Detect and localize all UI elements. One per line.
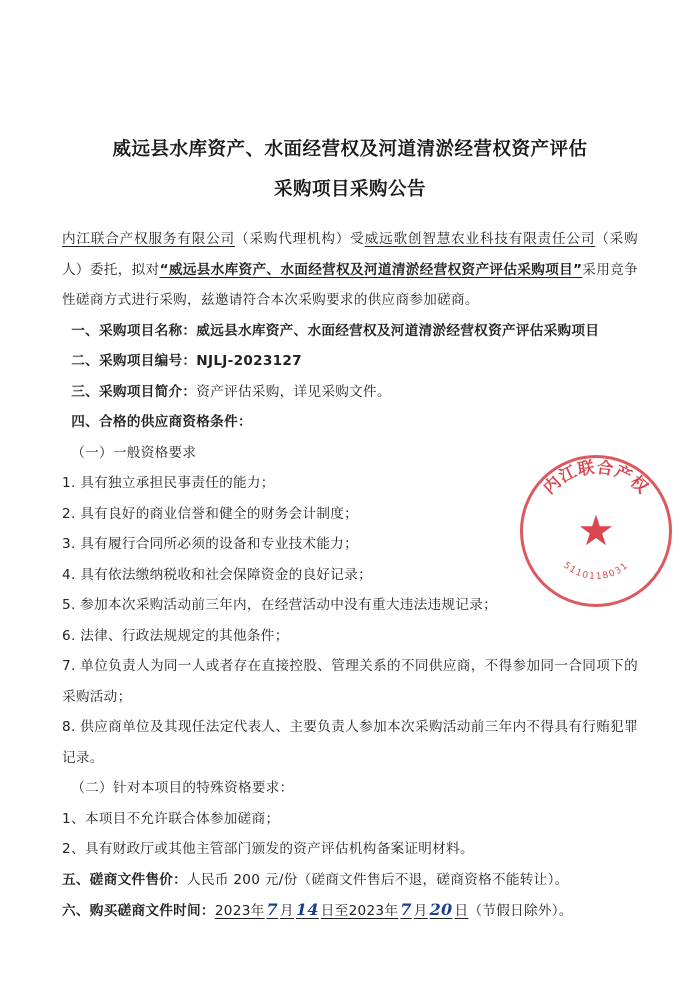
day-start-handwritten: 14 bbox=[295, 900, 319, 919]
section-3 bbox=[62, 377, 638, 408]
general-item-1-text: 1. 具有独立承担民事责任的能力； bbox=[62, 475, 275, 491]
general-item-4 bbox=[62, 560, 638, 591]
day-unit-1: 日 bbox=[320, 903, 335, 919]
intro-agency: 内江联合产权服务有限公司 bbox=[62, 231, 235, 247]
general-item-1 bbox=[62, 468, 638, 499]
subhead-general bbox=[62, 438, 638, 469]
general-item-7-text: 7. 单位负责人为同一人或者存在直接控股、管理关系的不同供应商，不得参加同一合同项下的采购活动； bbox=[62, 658, 638, 705]
year-end: 2023 bbox=[348, 903, 385, 919]
section-time bbox=[62, 895, 638, 927]
section-4 bbox=[62, 407, 638, 438]
general-item-5 bbox=[62, 590, 638, 621]
section-price bbox=[62, 865, 638, 896]
page-title-line1: 威远县水库资产、水面经营权及河道清淤经营权资产评估 bbox=[112, 139, 588, 160]
section-4-label: 四、合格的供应商资格条件： bbox=[71, 414, 252, 430]
seal-code-text: 5110118031 bbox=[561, 560, 631, 583]
section-2-label: 二、采购项目编号： bbox=[71, 353, 197, 369]
document-body bbox=[62, 224, 638, 927]
day-unit-2: 日 bbox=[454, 903, 469, 919]
year-start: 2023 bbox=[214, 903, 251, 919]
special-item-1-text: 1、本项目不允许联合体参加磋商； bbox=[62, 810, 280, 827]
page-title-line2: 采购项目采购公告 bbox=[273, 179, 426, 200]
special-item-1 bbox=[62, 804, 638, 835]
intro-project-name: “威远县水库资产、水面经营权及河道清淤经营权资产评估采购项目” bbox=[159, 261, 583, 278]
section-2-value: NJLJ-2023127 bbox=[196, 353, 302, 369]
general-item-6 bbox=[62, 621, 638, 652]
star-icon: ★ bbox=[577, 506, 615, 555]
month-start-handwritten: 7 bbox=[266, 900, 278, 919]
year-unit-2: 年 bbox=[384, 903, 399, 919]
month-end-handwritten: 7 bbox=[400, 900, 412, 919]
intro-tail: 采用竞争性磋商方式进行采购，兹邀请符合本次采购要求的供应商参加磋商。 bbox=[62, 261, 638, 308]
section-3-value: 资产评估采购，详见采购文件。 bbox=[196, 383, 391, 400]
subhead-special bbox=[62, 773, 638, 804]
subhead-special-text: （二）针对本项目的特殊资格要求： bbox=[71, 780, 294, 796]
section-2 bbox=[62, 346, 638, 377]
intro-after: 委托，拟对 bbox=[89, 261, 160, 278]
section-3-label: 三、采购项目简介： bbox=[71, 383, 197, 400]
special-item-2-text: 2、具有财政厅或其他主管部门颁发的资产评估机构备案证明材料。 bbox=[62, 841, 474, 857]
general-item-7 bbox=[62, 651, 638, 712]
general-item-6-text: 6. 法律、行政法规规定的其他条件； bbox=[62, 627, 289, 644]
section-1 bbox=[62, 316, 638, 347]
special-item-2 bbox=[62, 834, 638, 865]
general-item-2 bbox=[62, 499, 638, 530]
general-item-3 bbox=[62, 529, 638, 560]
purchase-period bbox=[214, 900, 469, 919]
section-price-value: 人民币 200 元/份（磋商文件售后不退，磋商资格不能转让）。 bbox=[187, 871, 569, 888]
intro-purchaser-note: （采购人） bbox=[62, 231, 638, 278]
subhead-general-text: （一）一般资格要求 bbox=[71, 444, 197, 461]
day-end-handwritten: 20 bbox=[429, 900, 453, 919]
general-item-2-text: 2. 具有良好的商业信誉和健全的财务会计制度； bbox=[62, 505, 359, 522]
seal-top-text: 内江联合产权 bbox=[539, 457, 653, 498]
period-to: 至 bbox=[334, 903, 349, 919]
general-item-3-text: 3. 具有履行合同所必须的设备和专业技术能力； bbox=[62, 536, 359, 552]
month-unit-1: 月 bbox=[279, 903, 294, 919]
section-1-value: 威远县水库资产、水面经营权及河道清淤经营权资产评估采购项目 bbox=[196, 322, 600, 339]
month-unit-2: 月 bbox=[413, 903, 428, 919]
section-1-label: 一、采购项目名称： bbox=[71, 322, 197, 339]
general-item-8-text: 8. 供应商单位及其现任法定代表人、主要负责人参加本次采购活动前三年内不得具有行贿犯罪记录。 bbox=[62, 719, 638, 766]
year-unit-1: 年 bbox=[250, 903, 265, 919]
page-title bbox=[62, 130, 638, 210]
section-time-note: （节假日除外）。 bbox=[468, 903, 573, 919]
intro-purchaser: 威远歌创智慧农业科技有限责任公司 bbox=[364, 231, 596, 247]
general-item-5-text: 5. 参加本次采购活动前三年内，在经营活动中没有重大违法违规记录； bbox=[62, 597, 498, 613]
intro-paragraph bbox=[62, 224, 638, 316]
intro-middle: 受 bbox=[350, 231, 365, 247]
intro-agency-note: （采购代理机构） bbox=[234, 231, 351, 247]
section-price-label: 五、磋商文件售价： bbox=[62, 871, 188, 888]
general-item-4-text: 4. 具有依法缴纳税收和社会保障资金的良好记录； bbox=[62, 566, 372, 583]
section-time-label: 六、购买磋商文件时间： bbox=[62, 903, 215, 919]
general-item-8 bbox=[62, 712, 638, 773]
